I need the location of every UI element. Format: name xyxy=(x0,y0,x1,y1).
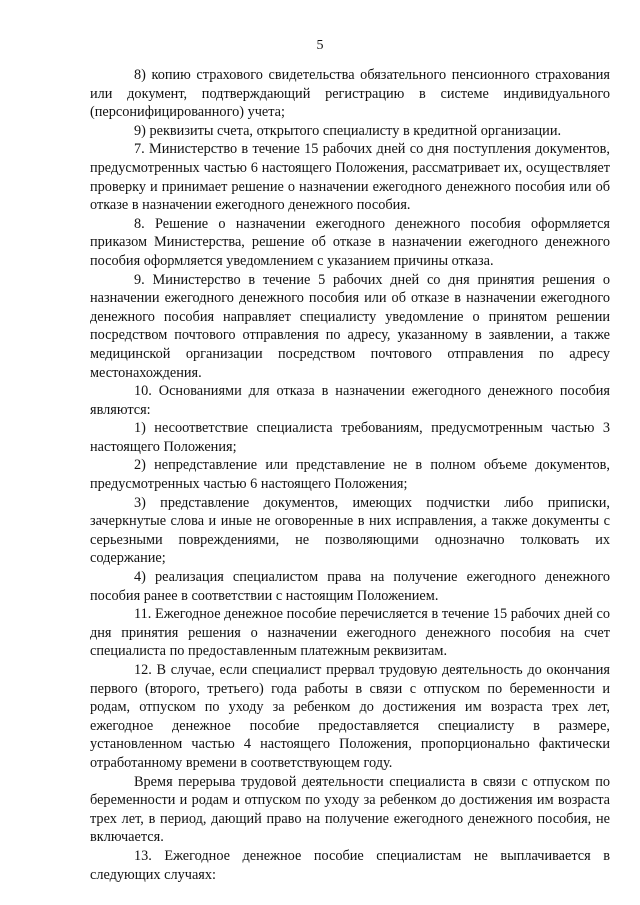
paragraph-refusal-reason-4: 4) реализация специалистом права на получение ежегодного денежного пособия ранее в соответствии с настоящим Положением. xyxy=(90,569,610,604)
paragraph-item-9-bank-account: 9) реквизиты счета, открытого специалисту в кредитной организации. xyxy=(134,122,562,139)
paragraph-section-9: 9. Министерство в течение 5 рабочих дней со дня принятия решения о назначении ежегодного денежного пособия или об отказе в назначении ежегодного денежного пособия направляет специалисту уведомление о принятом решении посредством почтового отправления по адресу, указанному в заявлении, а также медицинской организации посредством почтового отправления по адресу местонахождения. xyxy=(90,271,610,381)
paragraph-item-8-insurance-certificate: 8) копию страхового свидетельства обязательного пенсионного страхования или документ, подтверждающий регистрацию в системе индивидуального (персонифицированного) учета; xyxy=(90,67,610,121)
paragraph-section-12: 12. В случае, если специалист прервал трудовую деятельность до окончания первого (второго, третьего) года работы в связи с отпуском по беременности и родам, отпуском по уходу за ребенком до достижения им возраста трех лет, ежегодное денежное пособие предоставляется специалисту в размере, установленном частью 4 настоящего Положения, пропорционально фактически отработанному времени в соответствующем году. xyxy=(90,662,610,771)
page-number: 5 xyxy=(316,38,324,53)
paragraph-section-12-continuation: Время перерыва трудовой деятельности специалиста в связи с отпуском по беременности и родам и отпуском по уходу за ребенком до достижения им возраста трех лет, в период, дающий право на получение ежегодного денежного пособия, не включается. xyxy=(90,773,610,846)
paragraph-section-13: 13. Ежегодное денежное пособие специалистам не выплачивается в следующих случаях: xyxy=(90,847,610,883)
paragraph-refusal-reason-2: 2) непредставление или представление не в полном объеме документов, предусмотренных частью 6 настоящего Положения; xyxy=(90,457,610,493)
paragraph-section-8: 8. Решение о назначении ежегодного денежного пособия оформляется приказом Министерства, решение об отказе в назначении ежегодного денежного пособия оформляется уведомлением с указанием причины отказа. xyxy=(90,215,610,269)
paragraph-section-7: 7. Министерство в течение 15 рабочих дней со дня поступления документов, предусмотренных частью 6 настоящего Положения, рассматривает их, осуществляет проверку и принимает решение о назначении ежегодного денежного пособия или об отказе в назначении ежегодного денежного пособия. xyxy=(90,141,610,214)
document-body xyxy=(90,66,610,884)
paragraph-section-11: 11. Ежегодное денежное пособие перечисляется в течение 15 рабочих дней со дня принятия решения о назначении ежегодного денежного пособия на счет специалиста по предоставленным платежным реквизитам. xyxy=(90,606,610,660)
paragraph-refusal-reason-1: 1) несоответствие специалиста требованиям, предусмотренным частью 3 настоящего Положения; xyxy=(90,420,610,455)
paragraph-refusal-reason-3: 3) представление документов, имеющих подчистки либо приписки, зачеркнутые слова и иные не оговоренные в них исправления, а также документы с серьезными повреждениями, не позволяющими однозначно толковать их содержание; xyxy=(90,494,610,567)
paragraph-section-10: 10. Основаниями для отказа в назначении ежегодного денежного пособия являются: xyxy=(90,383,610,418)
